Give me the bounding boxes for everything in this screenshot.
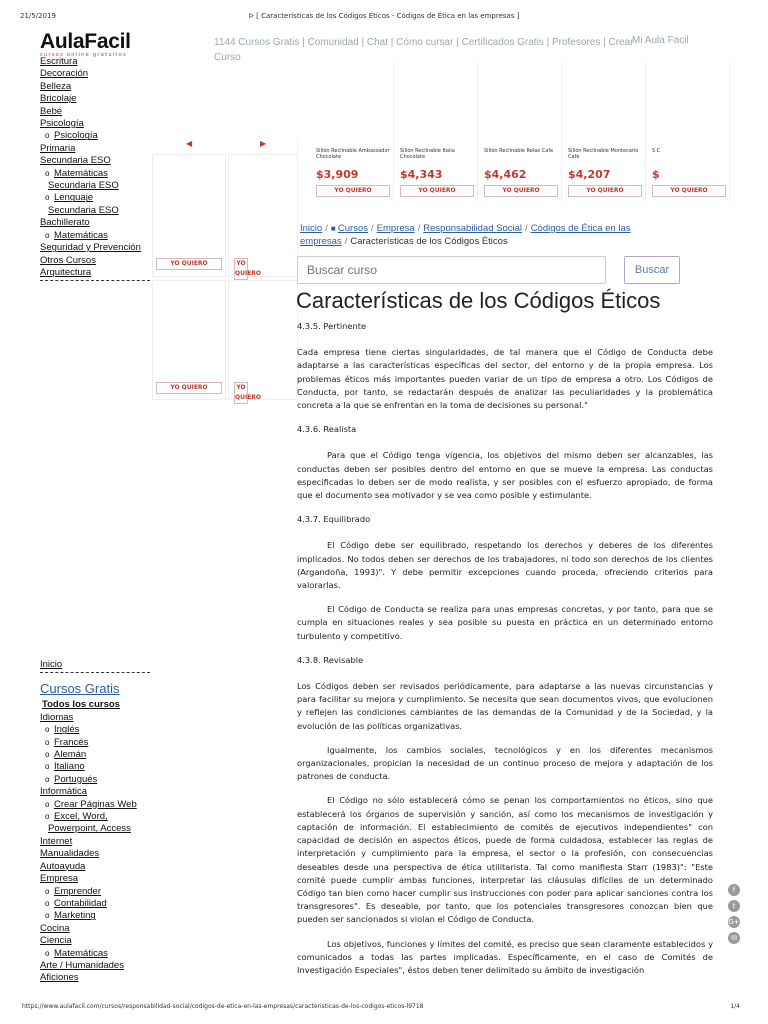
sidebar-item[interactable]: Bebé: [40, 105, 63, 117]
sidebar-item[interactable]: Powerpoint, Access: [48, 823, 131, 835]
sidebar-item[interactable]: o Contabilidad: [40, 898, 152, 910]
twitter-icon[interactable]: t: [728, 900, 740, 912]
sidebar-item[interactable]: Secundaria ESO: [40, 155, 111, 167]
breadcrumb-link[interactable]: Empresa: [376, 223, 415, 234]
sidebar-item[interactable]: Idiomas: [40, 711, 74, 723]
sidebar-top: [40, 56, 152, 287]
sidebar-item[interactable]: o Crear Páginas Web: [40, 799, 152, 811]
product-price: $4,343: [400, 168, 443, 181]
nav-separator: |: [388, 37, 397, 48]
sidebar-item[interactable]: Autoayuda: [40, 860, 86, 872]
section-heading: 4.3.7. Equilibrado: [297, 514, 371, 525]
sidebar-course-list: [40, 699, 152, 984]
nav-link-6[interactable]: Crear Curso: [214, 37, 634, 63]
sidebar-item[interactable]: o Psicología: [40, 130, 152, 142]
sidebar-item[interactable]: Arte / Humanidades: [40, 959, 124, 971]
sidebar-item[interactable]: Informática: [40, 786, 87, 798]
yo-quiero-button[interactable]: YO QUIERO: [234, 258, 248, 280]
ad-side-widget: [152, 140, 298, 400]
nav-link-5[interactable]: Profesores: [551, 37, 601, 48]
yo-quiero-button[interactable]: YO QUIERO: [316, 185, 390, 197]
sidebar-item[interactable]: Psicología: [40, 118, 84, 130]
divider: [40, 672, 150, 673]
sidebar-item[interactable]: Otros Cursos: [40, 254, 96, 266]
facebook-icon[interactable]: f: [728, 884, 740, 896]
breadcrumb: [300, 222, 720, 248]
breadcrumb-separator: /: [370, 223, 374, 234]
sidebar-item[interactable]: o Matemáticas: [40, 948, 152, 960]
print-url: https://www.aulafacil.com/cursos/responsabilidad-social/codigos-de-etica-en-las-empresas/caracteristicas-de-los-codigos-eticos-l9718: [22, 1003, 424, 1010]
sidebar-item[interactable]: o Inglés: [40, 724, 152, 736]
yo-quiero-button[interactable]: YO QUIERO: [156, 382, 222, 394]
paragraph: Los Códigos deben ser revisados periódicamente, para adaptarse a las nuevas circunstancias y para facilitar su mejora y cumplimiento. Se necesita que sean documentos vivos, que evolucionen y reflejen las condiciones cambiantes de las demandas de la Comunidad y de la Sociedad, y la evolución de las políticas organizativas.: [297, 681, 713, 731]
nav-separator: |: [453, 37, 462, 48]
print-page-number: 1/4: [730, 1003, 740, 1010]
sidebar-item[interactable]: Cocina: [40, 922, 70, 934]
sidebar-item[interactable]: o Matemáticas: [40, 168, 152, 180]
sidebar-item[interactable]: Secundaria ESO: [48, 180, 119, 192]
breadcrumb-separator: /: [325, 223, 328, 234]
product-price: $4,462: [484, 168, 527, 181]
logo-tagline: cursos online gratuitos: [40, 52, 128, 58]
ad-prev-arrow[interactable]: ◀: [186, 139, 193, 148]
sidebar-item[interactable]: o Francés: [40, 737, 152, 749]
cursos-icon: ■: [330, 224, 338, 233]
nav-separator: |: [543, 37, 552, 48]
print-doc-title: ᐅ [ Características de los Códigos Éticos - Códigos de Ética en las empresas ]: [248, 12, 520, 20]
mail-icon[interactable]: ✉: [728, 932, 740, 944]
nav-link-0[interactable]: 1144 Cursos Gratis: [214, 37, 300, 48]
sidebar-item[interactable]: Arquitectura: [40, 266, 92, 278]
product-card: [648, 62, 730, 202]
product-ads: [300, 62, 708, 202]
breadcrumb-current: Características de los Códigos Éticos: [350, 236, 508, 247]
ad-next-arrow[interactable]: ▶: [260, 139, 267, 148]
article-body: [297, 320, 713, 988]
product-price: $3,909: [316, 168, 359, 181]
google-plus-icon[interactable]: G+: [728, 918, 740, 926]
sidebar-item[interactable]: Todos los cursos: [42, 699, 120, 711]
sidebar-item[interactable]: o Alemán: [40, 749, 152, 761]
paragraph: El Código de Conducta se realiza para unas empresas concretas, y por tanto, para que se cumpla en situaciones reales y sea posible su puesta en práctica en un determinado entorno turbulento y competitivo.: [297, 604, 713, 641]
nav-link-1[interactable]: Comunidad: [307, 37, 359, 48]
breadcrumb-separator: /: [344, 236, 348, 247]
product-name[interactable]: S C: [652, 148, 661, 154]
product-name[interactable]: Sillón Reclinable Montecarlo Cafe: [568, 148, 639, 160]
yo-quiero-button[interactable]: YO QUIERO: [234, 382, 248, 404]
paragraph: El Código no sólo establecerá cómo se penan los comportamientos no éticos, sino que establecerá los órganos de supervisión y sanción, así como los mecanismos de investigación y captación de información. El establecimiento de comités de ejecutivos independientes" con capacidad de decisión en aspectos éticos, puede de forma cuidadosa, establecer las reglas de interpretación y cumplimiento para la empresa, el sector o la profesión, con consecuencias deseables desde una perspectiva de ética utilitarista. Tal como manifiesta Starr (1983)": "Este comité puede cumplir ambas funciones, interpretar las cláusulas difíciles de un determinado Código tan bien como hacer cumplir sus instrucciones con poder para aplicar sanciones contra los transgresores". Es deseable, por tanto, que los potenciales transgresores conozcan bien que pueden ser sancionados si violan el Código de Conducta.: [297, 795, 713, 925]
nav-link-3[interactable]: Cómo cursar: [396, 37, 454, 48]
product-name[interactable]: Sillón Reclinable Italia Chocolate: [400, 148, 455, 160]
section-heading: 4.3.8. Revisable: [297, 654, 364, 665]
sidebar-item[interactable]: Bricolaje: [40, 93, 77, 105]
sidebar-item[interactable]: Decoración: [40, 68, 89, 80]
paragraph: Igualmente, los cambios sociales, tecnológicos y en los diferentes mecanismos organizacionales, propician la necesidad de un continuo proceso de mejora y adaptación de los patrones de conducta.: [297, 744, 713, 782]
yo-quiero-button[interactable]: YO QUIERO: [568, 185, 642, 197]
section-heading: 4.3.5. Pertinente: [297, 321, 367, 331]
sidebar-item[interactable]: o Matemáticas: [40, 230, 152, 242]
site-logo[interactable]: [40, 32, 131, 58]
nav-link-2[interactable]: Chat: [366, 37, 388, 48]
sidebar-item[interactable]: o Lenguaje: [40, 192, 152, 204]
paragraph: Los objetivos, funciones y límites del comité, es preciso que sean claramente establecidos y comunicados a todas las partes implicadas. Específicamente, en el caso de Comités de Investigación Especiales", éstos deben tener delimitado su ámbito de investigación: [297, 938, 713, 975]
sidebar-item[interactable]: Bachillerato: [40, 217, 90, 229]
product-price: $4,207: [568, 168, 611, 181]
sidebar-item[interactable]: o Italiano: [40, 761, 152, 773]
sidebar-item[interactable]: o Excel, Word,: [40, 811, 152, 823]
sidebar-item[interactable]: o Portugués: [40, 774, 152, 786]
breadcrumb-separator: /: [417, 223, 421, 234]
product-price: $: [652, 168, 660, 181]
sidebar-bottom: [40, 659, 152, 985]
search-input[interactable]: [297, 256, 606, 284]
sidebar-item[interactable]: o Marketing: [40, 910, 152, 922]
divider: [40, 280, 150, 281]
sidebar-item[interactable]: Empresa: [40, 873, 79, 885]
search-button[interactable]: Buscar: [624, 256, 680, 284]
product-card: [480, 62, 562, 202]
product-card: [312, 62, 394, 202]
product-card: [564, 62, 646, 202]
product-name[interactable]: Sillón Reclinable Ambassador Chocolate: [316, 148, 390, 160]
product-name[interactable]: Sillón Reclinable Relax Cafe: [484, 148, 554, 154]
logo-name: AulaFacil: [40, 30, 131, 53]
cursos-gratis-link[interactable]: Cursos Gratis: [40, 681, 120, 697]
paragraph: Cada empresa tiene ciertas singularidades, de tal manera que el Código de Conducta debe adaptarse a las características específicas del sector, del entorno y de la propia empresa. Los problemas éticos más importantes pueden variar de un tipo de empresa a otro. Los Códigos de Conducta, por tanto, se redactarán después de analizar las peculiaridades y la problemática concreta a la que se enfrentan en la toma de decisiones su personal.": [297, 347, 713, 411]
sidebar-item[interactable]: Internet: [40, 835, 73, 847]
product-card: [396, 62, 478, 202]
nav-separator: |: [299, 37, 308, 48]
top-nav: [214, 35, 634, 65]
sidebar-item[interactable]: Manualidades: [40, 848, 100, 860]
paragraph: El Código debe ser equilibrado, respetando los derechos y deberes de los diferentes implicados. No todos deben ser derechos de los trabajadores, ni todo son derechos de los clientes (Argandoña, 1993)". Y debe permitir excepciones cuando proceda, ofreciendo criterios para valorarlas.: [297, 540, 713, 591]
section-heading: 4.3.6. Realista: [297, 424, 357, 435]
nav-separator: |: [600, 37, 609, 48]
nav-separator: |: [358, 37, 367, 48]
paragraph: Para que el Código tenga vigencia, los objetivos del mismo deben ser alcanzables, las conductas deben ser posibles dentro del entorno en que se mueve la empresa. Las conductas especificadas lo deben ser de modo realista, y ser posibles con el esfuerzo apropiado, de forma que el documento sea motivador y se vea como posible y estimulante.: [297, 450, 713, 501]
yo-quiero-button[interactable]: YO QUIERO: [156, 258, 222, 270]
print-date: 21/5/2019: [20, 12, 56, 20]
sidebar-item[interactable]: o Emprender: [40, 886, 152, 898]
yo-quiero-button[interactable]: YO QUIERO: [652, 185, 726, 197]
sidebar-inicio-link[interactable]: Inicio: [40, 659, 63, 670]
sidebar-item[interactable]: Primaria: [40, 142, 76, 154]
page-title: Características de los Códigos Éticos: [296, 288, 661, 313]
breadcrumb-link[interactable]: Inicio: [300, 223, 323, 234]
account-link[interactable]: Mi Aula Facil: [632, 35, 689, 46]
sidebar-item[interactable]: Seguridad y Prevención: [40, 242, 141, 254]
sidebar-item[interactable]: Secundaria ESO: [48, 204, 119, 216]
nav-link-4[interactable]: Certificados Gratis: [461, 37, 544, 48]
breadcrumb-link[interactable]: Códigos de Ética en las empresas: [300, 223, 631, 247]
yo-quiero-button[interactable]: YO QUIERO: [400, 185, 474, 197]
yo-quiero-button[interactable]: YO QUIERO: [484, 185, 558, 197]
sidebar-item[interactable]: Ciencia: [40, 935, 72, 947]
breadcrumb-link[interactable]: Cursos: [337, 223, 368, 234]
sidebar-item[interactable]: Belleza: [40, 80, 72, 92]
sidebar-item[interactable]: Escritura: [40, 56, 78, 67]
breadcrumb-link[interactable]: Responsabilidad Social: [423, 223, 523, 234]
social-share: [728, 884, 742, 948]
sidebar-item[interactable]: Aficiones: [40, 972, 79, 984]
breadcrumb-separator: /: [525, 223, 528, 234]
